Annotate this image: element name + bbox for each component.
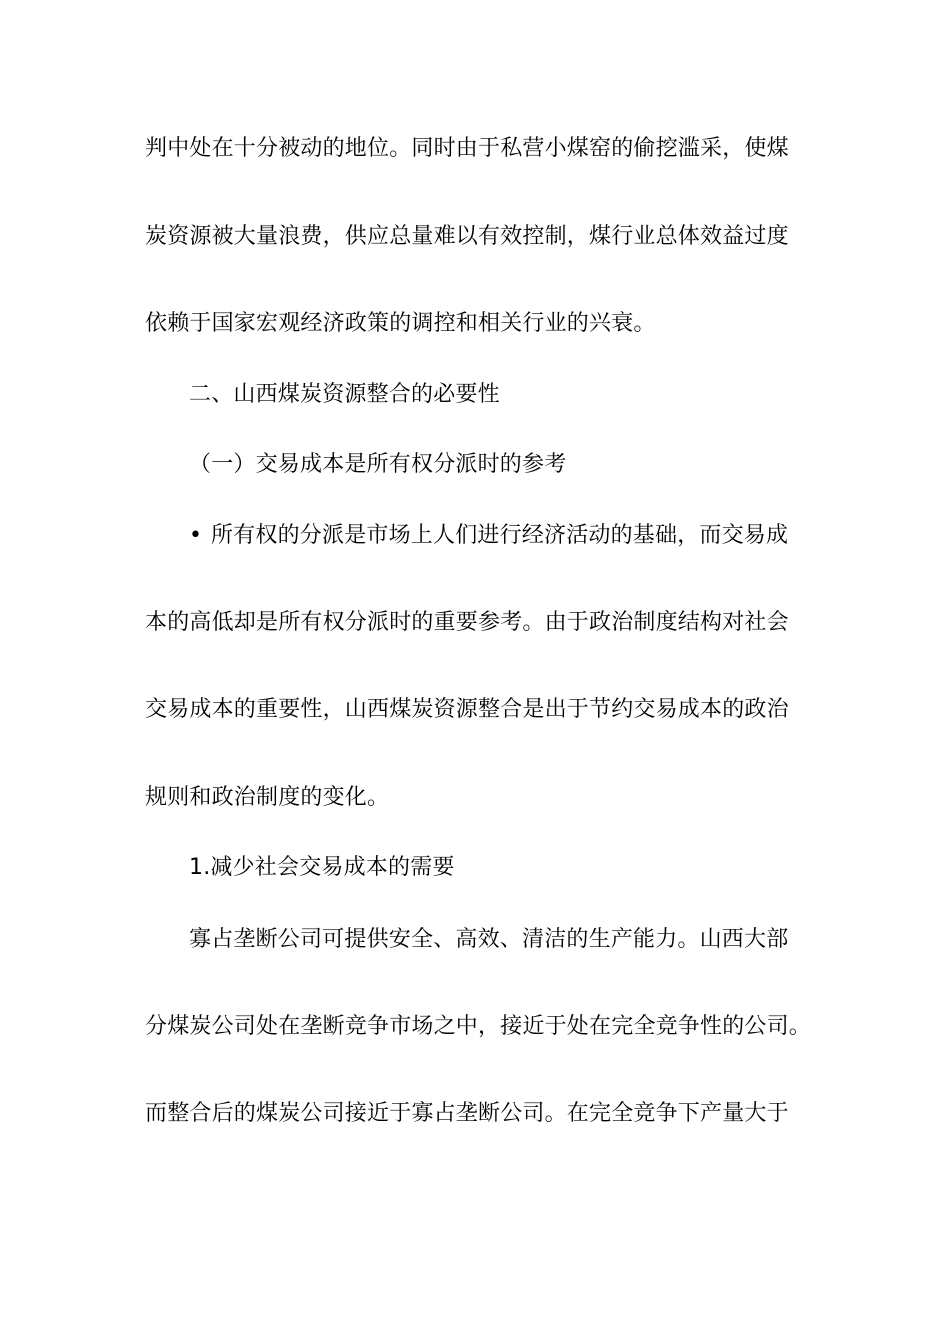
paragraph-line: 交易成本的重要性，山西煤炭资源整合是出于节约交易成本的政治 [145, 697, 789, 722]
paragraph-line: 本的高低却是所有权分派时的重要参考。由于政治制度结构对社会 [145, 610, 789, 635]
paragraph-line-text: 所有权的分派是市场上人们进行经济活动的基础，而交易成 [211, 523, 789, 548]
paragraph-line: 分煤炭公司处在垄断竞争市场之中，接近于处在完全竞争性的公司。 [145, 1014, 812, 1039]
section-heading: 二、山西煤炭资源整合的必要性 [189, 382, 500, 407]
paragraph-line: 炭资源被大量浪费，供应总量难以有效控制，煤行业总体效益过度 [145, 224, 789, 249]
subsection-heading: （一）交易成本是所有权分派时的参考 [189, 452, 567, 477]
paragraph-line: 判中处在十分被动的地位。同时由于私营小煤窑的偷挖滥采，使煤 [145, 136, 789, 161]
numbered-heading: 1.减少社会交易成本的需要 [189, 855, 455, 880]
bullet-paragraph-line [189, 521, 788, 551]
paragraph-line: 而整合后的煤炭公司接近于寡占垄断公司。在完全竞争下产量大于 [145, 1101, 789, 1126]
paragraph-line: 依赖于国家宏观经济政策的调控和相关行业的兴衰。 [145, 311, 656, 336]
paragraph-line: 规则和政治制度的变化。 [145, 785, 390, 810]
paragraph-line: 寡占垄断公司可提供安全、高效、清洁的生产能力。山西大部 [189, 927, 789, 952]
bullet-marker: • [189, 523, 203, 548]
